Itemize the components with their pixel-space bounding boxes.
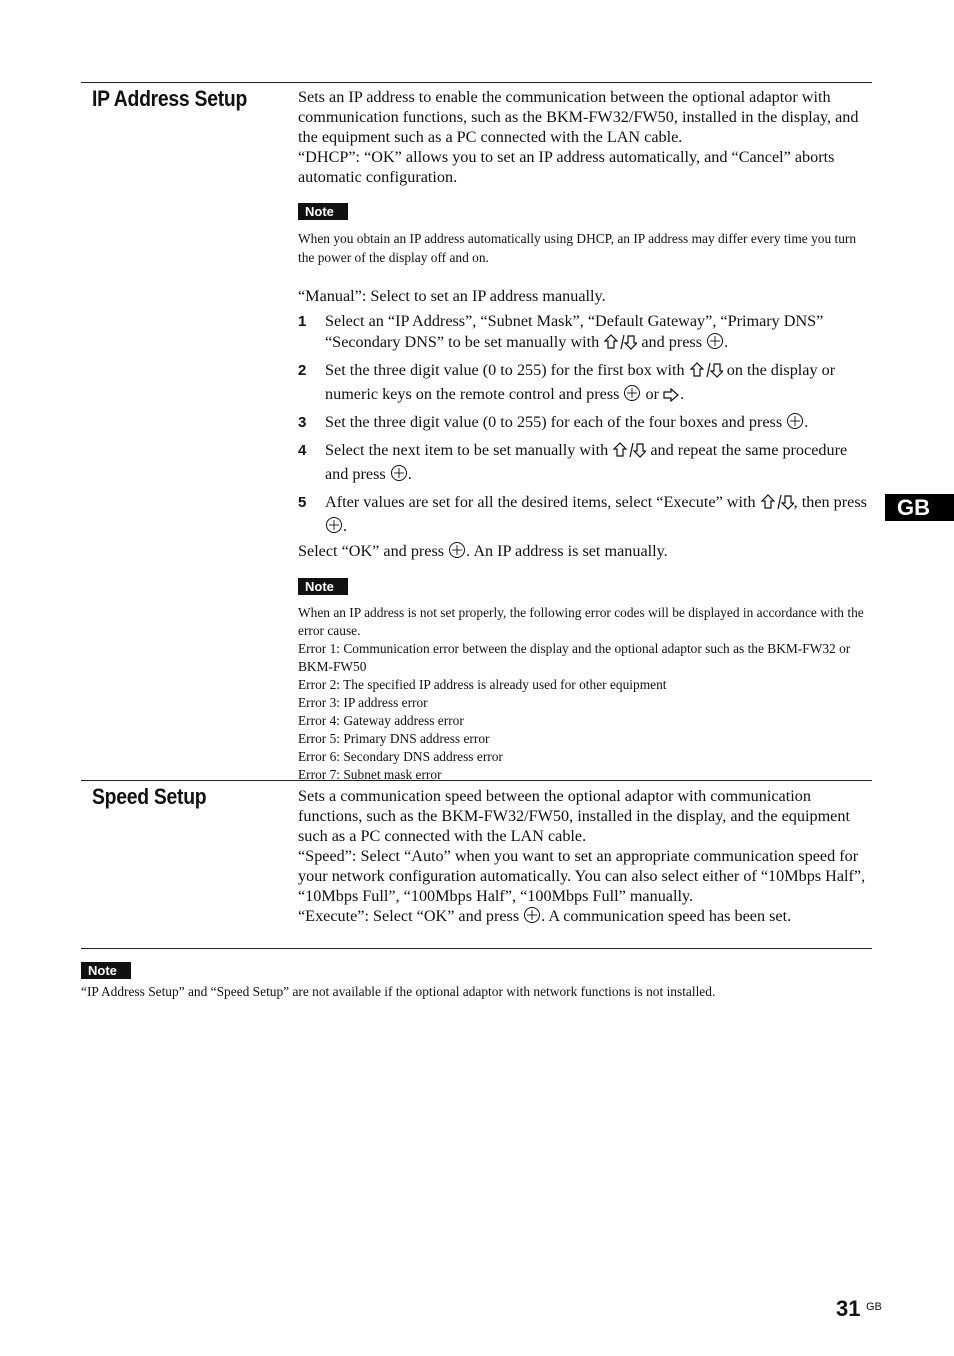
up-down-arrow-icon <box>603 334 637 356</box>
speed-option-paragraph: “Speed”: Select “Auto” when you want to set an appropriate communication speed for your network configuration automatically. You can also select either of “10Mbps Half”, “10Mbps Full”, “100Mbps Half”, “100Mbps Full” manually. <box>298 847 866 905</box>
manual-line: “Manual”: Select to set an IP address manually. <box>298 287 606 305</box>
list-item <box>298 311 872 356</box>
up-down-arrow-icon <box>689 362 723 384</box>
error-code-item: Error 2: The specified IP address is already used for other equipment <box>298 677 667 692</box>
ip-intro-paragraph: Sets an IP address to enable the communication between the optional adaptor with communication functions, such as the BKM-FW32/FW50, installed in the display, and the equipment such as a PC connected with the LAN cable. <box>298 88 859 146</box>
list-item <box>298 492 872 540</box>
up-down-arrow-icon <box>612 442 646 464</box>
error-note-intro: When an IP address is not set properly, the following error codes will be displayed in accordance with the error cause. <box>298 605 864 638</box>
footer-note <box>81 962 881 1001</box>
speed-setup-heading: Speed Setup <box>92 784 207 809</box>
page-number-suffix: GB <box>866 1301 882 1313</box>
step-number: 4 <box>298 442 307 459</box>
error-code-item: Error 5: Primary DNS address error <box>298 731 490 746</box>
ip-address-setup-body <box>298 87 872 784</box>
step-text: and press <box>637 333 707 351</box>
up-down-arrow-icon <box>760 494 794 516</box>
step-text: Select an “IP Address”, “Subnet Mask”, “Default Gateway”, “Primary DNS” “Secondary DNS” to be set manually with <box>325 312 824 351</box>
select-ok-text: . An IP address is set manually. <box>466 542 668 560</box>
step-text: . <box>343 517 348 535</box>
select-ok-line <box>298 541 872 564</box>
enter-button-icon <box>623 384 641 408</box>
step-text: After values are set for all the desired items, select “Execute” with <box>325 493 760 511</box>
step-text: . <box>804 413 809 431</box>
step-text: or <box>641 385 664 403</box>
right-arrow-icon <box>663 387 680 408</box>
note-label: Note <box>298 578 348 595</box>
step-text: and repeat the same procedure and press <box>325 441 848 483</box>
step-text: , then press <box>793 493 867 511</box>
ip-address-setup-heading: IP Address Setup <box>92 86 248 111</box>
step-number: 3 <box>298 414 307 431</box>
error-code-item: Error 3: IP address error <box>298 695 428 710</box>
speed-intro-paragraph: Sets a communication speed between the optional adaptor with communication functions, such as the BKM-FW32/FW50, installed in the display, and the equipment such as a PC connected with the LAN cable. <box>298 787 850 845</box>
step-number: 5 <box>298 494 307 511</box>
execute-text: . A communication speed has been set. <box>541 907 792 925</box>
step-text: . <box>724 333 729 351</box>
page-number: 31 <box>836 1296 861 1321</box>
section-divider-middle <box>81 780 872 781</box>
list-item <box>298 440 872 488</box>
error-code-item: Error 7: Subnet mask error <box>298 767 442 782</box>
error-code-list <box>298 640 872 784</box>
execute-text: “Execute”: Select “OK” and press <box>298 907 524 925</box>
note-label: Note <box>81 962 131 979</box>
step-text: on the display or numeric keys on the remote control and press <box>325 361 836 403</box>
manual-steps-list <box>298 311 872 540</box>
execute-line <box>298 906 872 929</box>
step-text: Set the three digit value (0 to 255) for each of the four boxes and press <box>325 413 787 431</box>
step-text: Select the next item to be set manually with <box>325 441 613 459</box>
dhcp-paragraph: “DHCP”: “OK” allows you to set an IP address automatically, and “Cancel” aborts automatic configuration. <box>298 148 835 186</box>
enter-button-icon <box>448 541 466 564</box>
step-text: Set the three digit value (0 to 255) for the first box with <box>325 361 689 379</box>
error-code-item: Error 4: Gateway address error <box>298 713 464 728</box>
note-label: Note <box>298 203 348 220</box>
step-number: 1 <box>298 313 307 330</box>
select-ok-text: Select “OK” and press <box>298 542 449 560</box>
language-tab: GB <box>885 494 954 521</box>
enter-button-icon <box>325 516 343 540</box>
enter-button-icon <box>523 906 541 929</box>
step-text: . <box>680 385 685 403</box>
enter-button-icon <box>390 464 408 488</box>
section-divider-bottom <box>81 948 872 949</box>
enter-button-icon <box>786 412 804 436</box>
error-code-item: Error 1: Communication error between the display and the optional adaptor such as the BKM-FW32 or BKM-FW50 <box>298 641 851 674</box>
speed-setup-body <box>298 786 872 929</box>
list-item <box>298 360 872 408</box>
error-code-item: Error 6: Secondary DNS address error <box>298 749 503 764</box>
enter-button-icon <box>706 332 724 356</box>
step-text: . <box>407 465 412 483</box>
list-item <box>298 412 872 436</box>
step-number: 2 <box>298 362 307 379</box>
footer-note-text: “IP Address Setup” and “Speed Setup” are not available if the optional adaptor with network functions is not installed. <box>81 984 716 999</box>
section-divider-top <box>81 82 872 83</box>
dhcp-note-text: When you obtain an IP address automatically using DHCP, an IP address may differ every time you turn the power of the display off and on. <box>298 231 857 265</box>
